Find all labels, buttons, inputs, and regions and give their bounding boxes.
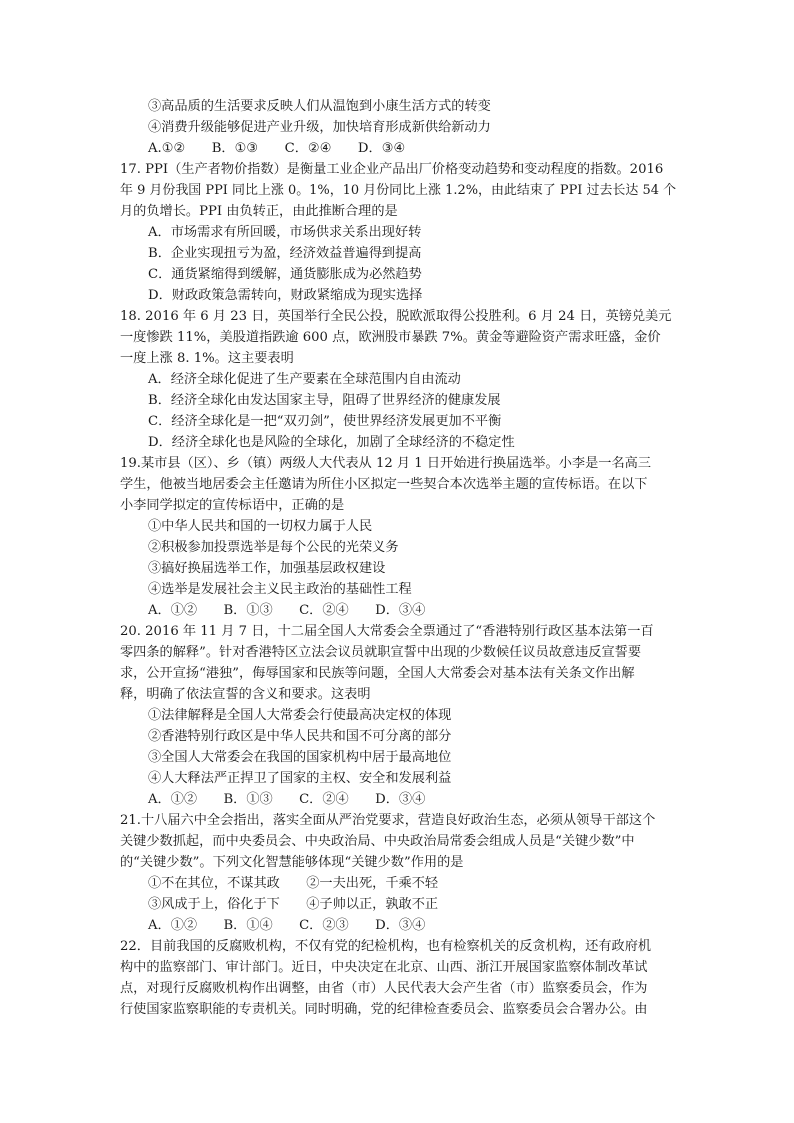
question-18-text: 一度惨跌 11%，美股道指跌逾 600 点，欧洲股市暴跌 7%。黄金等避险资产需求旺盛，金价 [120,330,661,345]
answer-choices: A．①② B．①③ C．②④ D．③④ [148,603,426,618]
option-line: ①法律解释是全国人大常委会行使最高决定权的体现 [148,708,452,723]
option-line: ④消费升级能够促进产业升级，加快培育形成新供给新动力 [148,120,491,135]
question-17-text: 年 9 月份我国 PPI 同比上涨 0。1%，10 月份同比上涨 1.2%，由此结束了 PPI 过去长达 54 个 [120,183,677,198]
question-22-text: 行使国家监察职能的专责机关。同时明确，党的纪律检查委员会、监察委员会合署办公。由 [120,1002,648,1017]
option-line: ③全国人大常委会在我国的国家机构中居于最高地位 [148,750,452,765]
answer-choices: A．①② B．①④ C．②③ D．③④ [148,918,426,933]
question-20-text: 求，公开宣扬“港独”，侮辱国家和民族等问题，全国人大常委会对基本法有关条文作出解 [120,666,635,681]
question-20-text: 释，明确了依法宣誓的含义和要求。这表明 [120,687,371,702]
option-line: A．经济全球化促进了生产要素在全球范围内自由流动 [148,372,461,387]
answer-choices: A．①② B．①③ C．②④ D．③④ [148,792,426,807]
option-line: ②香港特别行政区是中华人民共和国不可分离的部分 [148,729,452,744]
option-line: B．经济全球化由发达国家主导，阻碍了世界经济的健康发展 [148,393,501,408]
question-18-text: 一度上涨 8. 1%。这主要表明 [120,351,294,366]
question-17-text: 月的负增长。PPI 由负转正，由此推断合理的是 [120,204,398,219]
question-18-text: 18. 2016 年 6 月 23 日，英国举行全民公投，脱欧派取得公投胜利。6 月 24 日，英镑兑美元 [120,309,672,324]
question-22-text: 构中的监察部门、审计部门。近日，中央决定在北京、山西、浙江开展国家监察体制改革试 [120,960,648,975]
option-line: ④人大释法严正捍卫了国家的主权、安全和发展利益 [148,771,452,786]
question-21-text: 21.十八届六中全会指出，落实全面从严治党要求，营造良好政治生态，必须从领导干部这个 [120,813,656,828]
option-line: C．通货紧缩得到缓解，通货膨胀成为必然趋势 [148,267,422,282]
option-line: ③风成于上，俗化于下 ④子帅以正，孰敢不正 [148,897,439,912]
option-line: ③高品质的生活要求反映人们从温饱到小康生活方式的转变 [148,99,491,114]
question-21-text: 关键少数抓起，而中央委员会、中央政治局、中央政治局常委会组成人员是“关键少数”中 [120,834,635,849]
question-19-text: 小李同学拟定的宣传标语中，正确的是 [120,498,345,513]
question-17-text: 17. PPI（生产者物价指数）是衡量工业企业产品出厂价格变动趋势和变动程度的指数。2016 [120,162,664,177]
option-line: ③搞好换届选举工作，加强基层政权建设 [148,561,386,576]
question-20-text: 零四条的解释”。针对香港特区立法会议员就职宣誓中出现的少数候任议员故意违反宣誓要 [120,645,642,660]
option-line: D．财政政策急需转向，财政紧缩成为现实选择 [148,288,423,303]
question-19-text: 19.某市县（区）、乡（镇）两级人大代表从 12 月 1 日开始进行换届选举。小李是一名高三 [120,456,652,471]
question-21-text: 的“关键少数”。下列文化智慧能够体现“关键少数”作用的是 [120,855,464,870]
answer-choices: A.①② B．①③ C．②④ D．③④ [148,141,406,156]
option-line: ①不在其位，不谋其政 ②一夫出死，千乘不轻 [148,876,439,891]
option-line: ①中华人民共和国的一切权力属于人民 [148,519,373,534]
option-line: ②积极参加投票选举是每个公民的光荣义务 [148,540,399,555]
question-19-text: 学生，他被当地居委会主任邀请为所住小区拟定一些契合本次选举主题的宣传标语。在以下 [120,477,648,492]
option-line: ④选举是发展社会主义民主政治的基础性工程 [148,582,412,597]
option-line: B．企业实现扭亏为盈，经济效益普遍得到提高 [148,246,422,261]
question-20-text: 20. 2016 年 11 月 7 日，十二届全国人大常委会全票通过了“香港特别行政区基本法第一百 [120,624,654,639]
option-line: D．经济全球化也是风险的全球化，加剧了全球经济的不稳定性 [148,435,515,450]
option-line: A．市场需求有所回暖，市场供求关系出现好转 [148,225,422,240]
question-22-text: 22．目前我国的反腐败机构，不仅有党的纪检机构，也有检察机关的反贪机构，还有政府机 [120,939,652,954]
question-22-text: 点，对现行反腐败机构作出调整，由省（市）人民代表大会产生省（市）监察委员会，作为 [120,981,648,996]
option-line: C．经济全球化是一把“双刃剑”，使世界经济发展更加不平衡 [148,414,502,429]
